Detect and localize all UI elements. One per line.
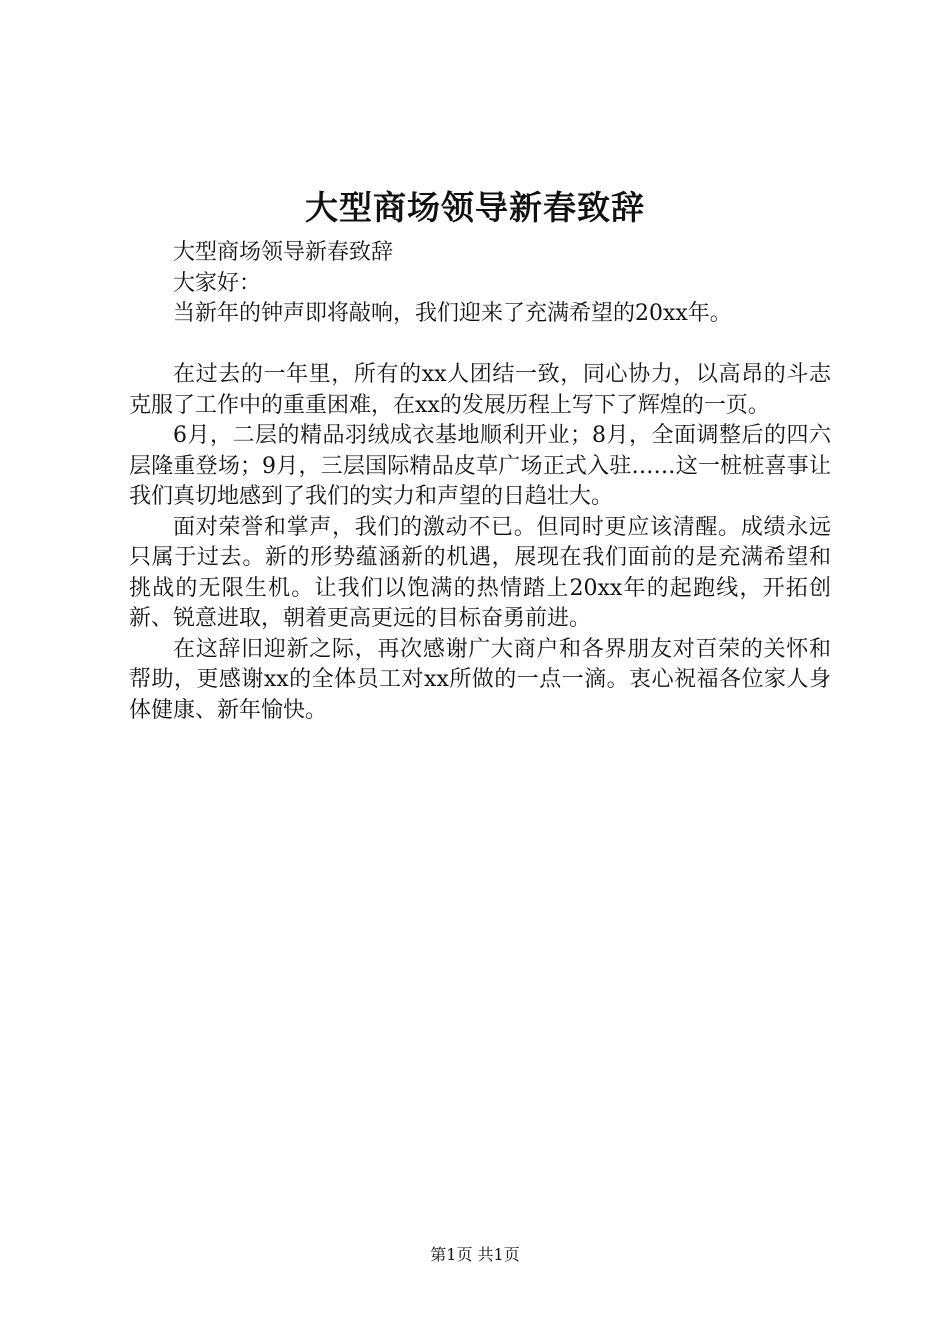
- closing-paragraph: 在这辞旧迎新之际，再次感谢广大商户和各界朋友对百荣的关怀和帮助，更感谢xx的全体员工对xx所做的一点一滴。衷心祝福各位家人身体健康、新年愉快。: [129, 636, 831, 723]
- opening-paragraph: 当新年的钟声即将敲响，我们迎来了充满希望的20xx年。: [173, 301, 732, 326]
- page-number-footer: 第1页 共1页: [430, 1245, 520, 1264]
- document-title: 大型商场领导新春致辞: [305, 188, 645, 227]
- document-body: [129, 238, 831, 726]
- greeting-paragraph: 大家好：: [173, 270, 262, 296]
- milestones-paragraph: 6月，二层的精品羽绒成衣基地顺利开业；8月，全面调整后的四六层隆重登场；9月，三层国际精品皮草广场正式入驻……这一桩桩喜事让我们真切地感到了我们的实力和声望的日趋壮大。: [129, 423, 831, 509]
- outlook-paragraph: 面对荣誉和掌声，我们的激动不已。但同时更应该清醒。成绩永远只属于过去。新的形势蕴涵新的机遇，展现在我们面前的是充满希望和挑战的无限生机。让我们以饱满的热情踏上20xx年的起跑线，开拓创新、锐意进取，朝着更高更远的目标奋勇前进。: [129, 514, 831, 631]
- subtitle-paragraph: 大型商场领导新春致辞: [173, 240, 394, 265]
- review-paragraph: 在过去的一年里，所有的xx人团结一致，同心协力，以高昂的斗志克服了工作中的重重困难，在xx的发展历程上写下了辉煌的一页。: [129, 362, 831, 418]
